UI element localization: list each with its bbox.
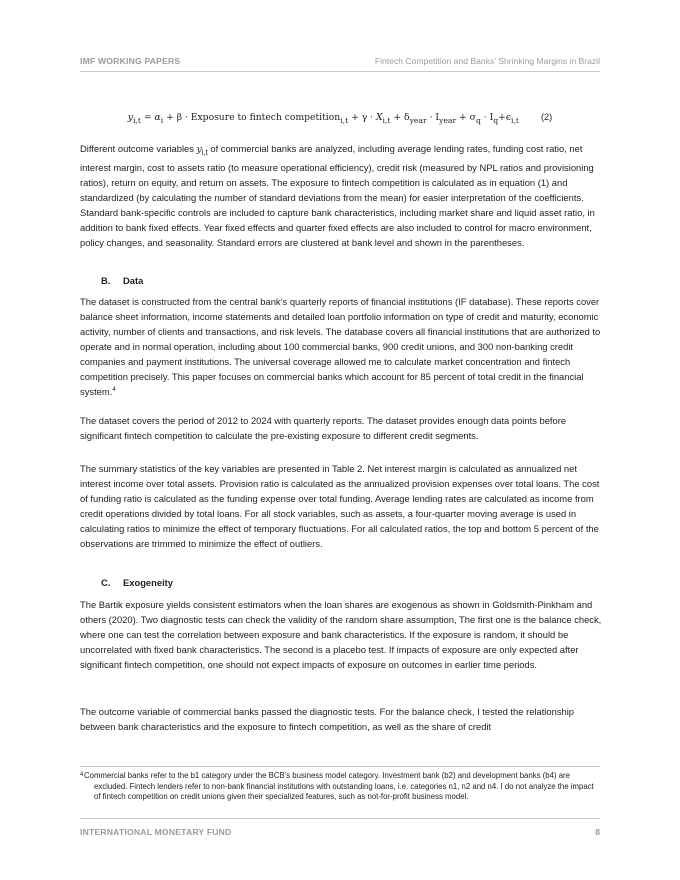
- eq-exposure: Exposure to fintech competition: [190, 112, 341, 123]
- para1-start: Different outcome variables: [80, 143, 197, 154]
- eq-iq-sub: q: [493, 115, 499, 125]
- eq-equals: =: [140, 112, 155, 123]
- paragraph-summary-statistics: The summary statistics of the key variables are presented in Table 2. Net interest margin is calculated as annualized net interest income over total assets. Provision ratio is calculated as the annualized provision expenses over total loans. The cost of funding ratio is calculated as the funding expense over total funding. Average lending rates are calculated as income from credit operations divided by total loans. For all stock variables, such as assets, a four-quarter moving average is used in calculating ratios to minimize the effect of temporary fluctuations. For all calculated ratios, the top and bottom 5 percent of the observations are trimmed to minimize the effect of outliers.: [80, 463, 600, 549]
- equation-2: [0, 112, 680, 125]
- page-number: 8: [595, 827, 600, 837]
- eq-alpha-sub: i: [160, 115, 164, 125]
- eq-delta: + δ: [390, 112, 410, 123]
- eq-sigma: + σ: [456, 112, 476, 123]
- publisher-name: INTERNATIONAL MONETARY FUND: [80, 827, 232, 837]
- section-letter: B.: [101, 275, 111, 286]
- eq-alpha: α: [154, 112, 161, 123]
- para1-var: y: [196, 145, 202, 155]
- eq-iyear: · I: [426, 112, 440, 123]
- eq-exposure-sub: i,t: [340, 115, 349, 125]
- section-title: Exogeneity: [123, 577, 174, 588]
- footnote-ref: 4: [112, 385, 116, 393]
- eq-beta: + β ·: [163, 112, 191, 123]
- paragraph-period: The dataset covers the period of 2012 to 2024 with quarterly reports. The dataset provides enough data points before significant fintech competition to calculate the pre-existing exposure to different credit segments.: [80, 415, 567, 441]
- footnote-rule: [80, 766, 600, 767]
- paragraph-dataset: [80, 294, 602, 399]
- eq-sigma-sub: q: [475, 115, 481, 125]
- equation-number: (2): [540, 112, 553, 122]
- para2-text: The dataset is constructed from the central bank’s quarterly reports of financial institutions (IF database). These reports cover balance sheet information, income statements and detailed loan portfolio information on type of credit and maturity, economic activity, number of clients and transactions, and risk levels. The database covers all financial institutions that are authorized to operate and in normal operation, including about 100 commercial banks, 900 credit unions, and 300 non-banking credit companies and payment institutions. The universal coverage allowed me to calculate market concentration and fintech competition precisely. This paper focuses on commercial banks which account for 85 percent of total credit in the financial system.: [80, 296, 601, 397]
- paper-title: Fintech Competition and Banks’ Shrinking Margins in Brazil: [374, 56, 600, 66]
- paragraph-bartik: The Bartik exposure yields consistent estimators when the loan shares are exogenous as shown in Goldsmith-Pinkham and others (2020). Two diagnostic tests can check the validity of the random share assumption, The first one is the balance check, where one can test the correlation between exposure and bank characteristics. If the exposure is random, it should be uncorrelated with fixed bank characteristics. The second is a placebo test. If impacts of exposure are only expected after significant fintech competition, one should not expect impacts of exposure on outcomes in earlier time periods.: [80, 599, 602, 670]
- section-heading-data: [101, 275, 143, 286]
- footnote-text: Commercial banks refer to the b1 category under the BCB’s business model category. Investment bank (b2) and development banks (b4) are excluded. Fintech lenders refer to non-bank financial institutions with outstanding loans, i.e. categories n1, n2 and n4. I do not analyze the impact of fintech competition on credit unions given their specialized features, such as not-for-profit business model.: [84, 771, 594, 802]
- eq-lhs-sub: i,t: [132, 115, 141, 125]
- section-letter: C.: [101, 577, 111, 588]
- section-title: Data: [123, 275, 144, 286]
- paragraph-diagnostic: The outcome variable of commercial banks passed the diagnostic tests. For the balance check, I tested the relationship between bank characteristics and the exposure to fintech competition, as well as the share of credit: [80, 706, 575, 732]
- eq-iq: · I: [480, 112, 494, 123]
- eq-x-sub: i,t: [382, 115, 391, 125]
- eq-iyear-sub: year: [439, 115, 457, 125]
- footnote-4: [80, 771, 602, 803]
- eq-epsilon: +ϵ: [498, 112, 511, 123]
- paragraph-outcome-variables: [80, 141, 602, 250]
- eq-epsilon-sub: i,t: [511, 115, 519, 125]
- eq-gamma: + γ ·: [348, 112, 376, 123]
- footer-rule: [80, 818, 600, 819]
- eq-x: X: [375, 112, 383, 123]
- eq-delta-sub: year: [409, 115, 427, 125]
- footnote-number: 4: [80, 772, 84, 778]
- eq-lhs: y: [127, 112, 133, 123]
- para1-var-sub: i,t: [201, 147, 208, 157]
- section-heading-exogeneity: [101, 577, 173, 588]
- series-title: IMF WORKING PAPERS: [80, 56, 181, 66]
- para1-rest: of commercial banks are analyzed, including average lending rates, funding cost ratio, net interest margin, cost to assets ratio (to measure operational efficiency), credit risk (measured by NPL ratios and provisioning ratios), return on equity, and return on assets. The exposure to fintech competition is calculated as in equation (1) and standardized (by calculating the number of standard deviations from the mean) for easier interpretation of the coefficients. Standard bank-specific controls are included to capture bank characteristics, including market share and liquid asset ratio, in addition to bank fixed effects. Year fixed effects and quarter fixed effects are also included to control for macro environment, policy changes, and seasonality. Standard errors are clustered at bank level and shown in the parentheses.: [80, 143, 595, 248]
- header-rule: [80, 71, 600, 72]
